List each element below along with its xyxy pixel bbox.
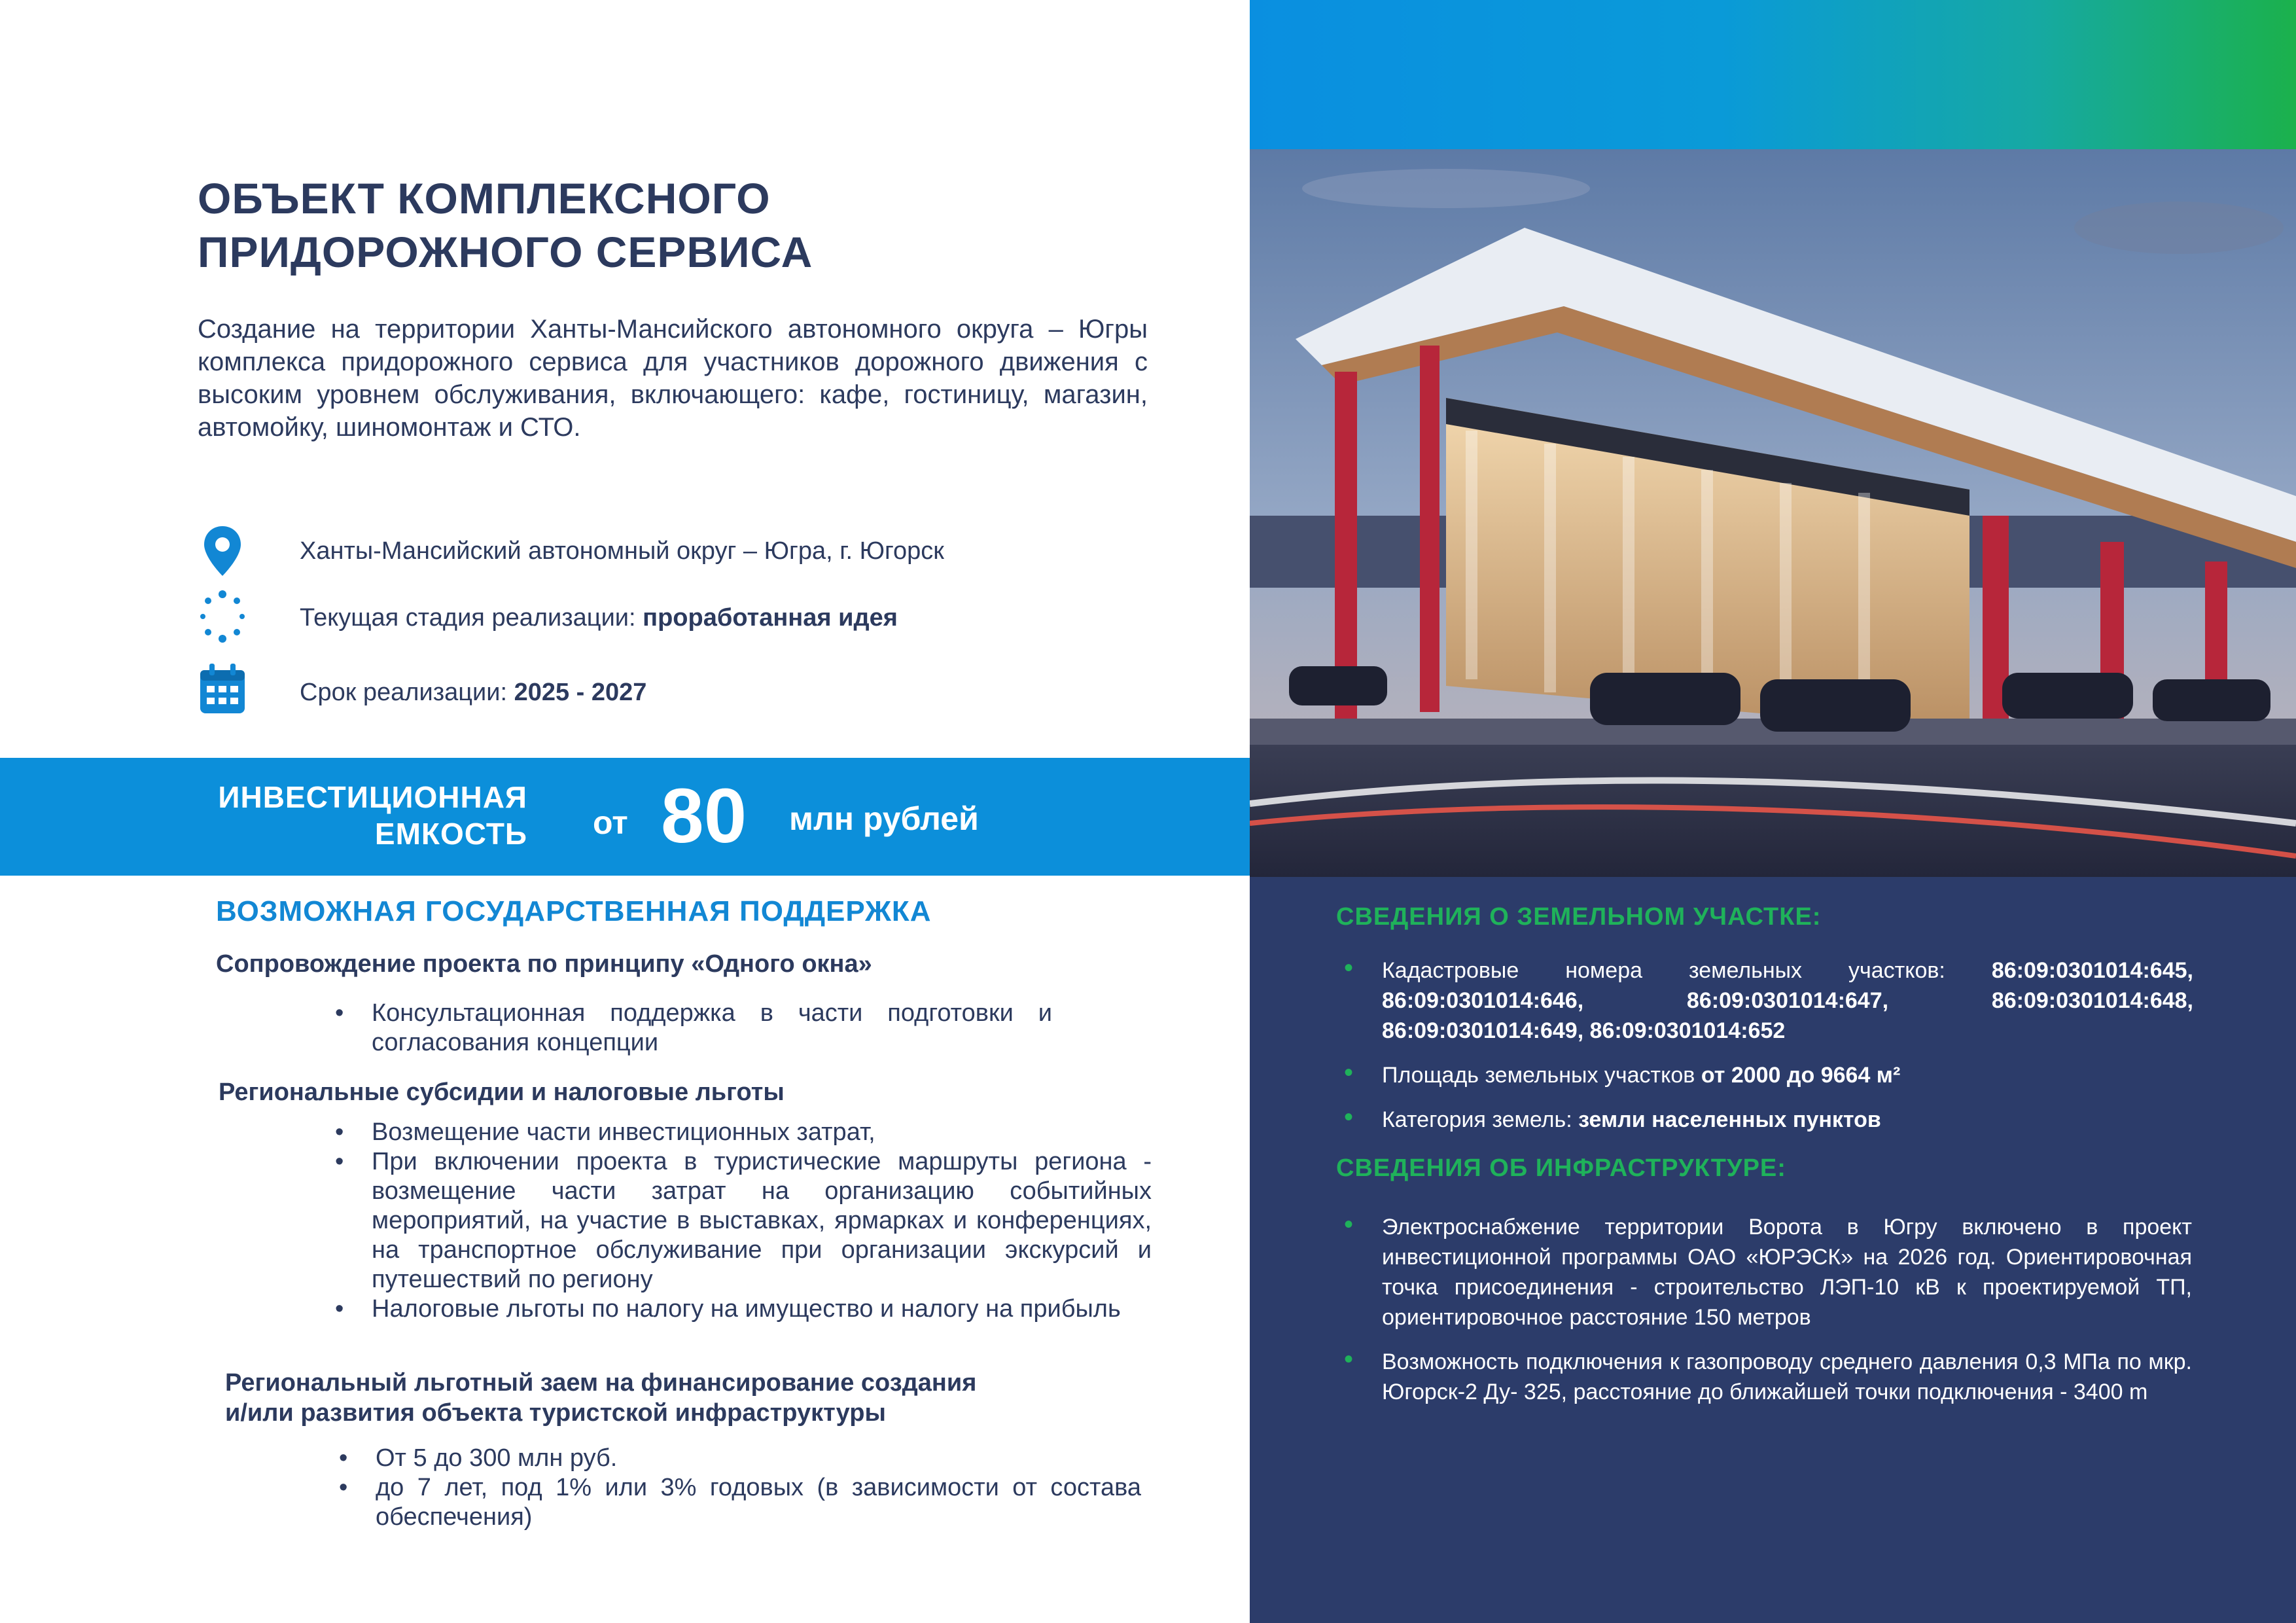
stage-row	[198, 589, 1218, 644]
location-row	[198, 524, 1218, 579]
title-line-1: ОБЪЕКТ КОМПЛЕКСНОГО	[198, 174, 771, 223]
investment-label	[118, 779, 527, 852]
title-line-2: ПРИДОРОЖНОГО СЕРВИСА	[198, 228, 813, 276]
investment-label-line-2: ЕМКОСТЬ	[374, 817, 527, 851]
support-title: ВОЗМОЖНАЯ ГОСУДАРСТВЕННАЯ ПОДДЕРЖКА	[216, 895, 932, 927]
investment-label-line-1: ИНВЕСТИЦИОННАЯ	[218, 780, 527, 814]
roadside-service-photo	[1250, 149, 2296, 877]
land-category	[1336, 1105, 2193, 1135]
investment-from: от	[593, 804, 628, 841]
list-item: • до 7 лет, под 1% или 3% годовых (в зависимости от состава обеспечения)	[336, 1473, 1141, 1532]
land-list	[1336, 955, 2193, 1149]
investment-unit: млн рублей	[789, 800, 979, 837]
progress-dots-icon	[198, 589, 247, 644]
support-section-head-3-line-1: Региональный льготный заем на финансирование создания	[225, 1369, 977, 1397]
support-section-head-2: Региональные субсидии и налоговые льготы	[219, 1079, 785, 1106]
list-item: • От 5 до 300 млн руб.	[336, 1444, 1141, 1473]
term-label: Срок реализации:	[300, 679, 514, 706]
land-title: СВЕДЕНИЯ О ЗЕМЕЛЬНОМ УЧАСТКЕ:	[1336, 903, 1822, 931]
category-label: Категория земель:	[1382, 1107, 1579, 1132]
map-pin-icon	[198, 524, 247, 579]
support-list-1	[332, 999, 1052, 1058]
infrastructure-title: СВЕДЕНИЯ ОБ ИНФРАСТРУКТУРЕ:	[1336, 1154, 1786, 1182]
term-text	[300, 678, 646, 707]
investment-amount: 80	[661, 773, 747, 859]
support-list-3	[336, 1444, 1141, 1532]
page-title	[198, 171, 1179, 279]
infrastructure-item-power: • Электроснабжение территории Ворота в Югру включено в проект инвестиционной программы ОАО «ЮРЭСК» на 2026 год. Ориентировочная точка присоединения - строительство ЛЭП-10 кВ к проектируемой ТП, ориентировочное расстояние 150 метров	[1336, 1212, 2192, 1332]
list-item: • Налоговые льготы по налогу на имущество и налогу на прибыль	[332, 1294, 1152, 1324]
category-value: земли населенных пунктов	[1578, 1107, 1881, 1132]
area-label: Площадь земельных участков	[1382, 1063, 1701, 1088]
top-gradient-banner	[1250, 0, 2296, 149]
list-item: • При включении проекта в туристические маршруты региона - возмещение части затрат на организацию событийных мероприятий, на участие в выставках, ярмарках и конференциях, на транспортное обслуживание при организации экскурсий и путешествий по региону	[332, 1147, 1152, 1294]
infrastructure-item-gas: • Возможность подключения к газопроводу среднего давления 0,3 МПа по мкр. Югорск-2 Ду- 325, расстояние до ближайшей точки подключения - 3400 m	[1336, 1347, 2192, 1407]
infrastructure-list	[1336, 1212, 2192, 1421]
area-value: от 2000 до 9664 м²	[1701, 1063, 1901, 1088]
list-item: • Консультационная поддержка в части подготовки и согласования концепции	[332, 999, 1052, 1058]
cadastre-label: Кадастровые номера земельных участков:	[1382, 958, 1992, 983]
location-text: Ханты-Мансийский автономный округ – Югра, г. Югорск	[300, 537, 944, 565]
stage-value: проработанная идея	[643, 604, 898, 632]
land-area	[1336, 1060, 2193, 1090]
support-section-head-1: Сопровождение проекта по принципу «Одного окна»	[216, 950, 872, 978]
land-cadastre	[1336, 955, 2193, 1046]
support-section-head-3-line-2: и/или развития объекта туристской инфраструктуры	[225, 1399, 886, 1427]
cadastre-value: 86:09:0301014:645, 86:09:0301014:646, 86:09:0301014:647, 86:09:0301014:648, 86:09:0301014:649, 86:09:0301014:652	[1382, 958, 2193, 1043]
calendar-icon	[198, 662, 247, 717]
term-value: 2025 - 2027	[514, 679, 647, 706]
list-item: • Возмещение части инвестиционных затрат,	[332, 1118, 1152, 1147]
support-section-head-3	[225, 1368, 976, 1428]
support-list-2	[332, 1118, 1152, 1324]
term-row	[198, 662, 1218, 717]
intro-paragraph: Создание на территории Ханты-Мансийского автономного округа – Югры комплекса придорожного сервиса для участников дорожного движения с высоким уровнем обслуживания, включающего: кафе, гостиницу, магазин, автомойку, шиномонтаж и СТО.	[198, 315, 1148, 442]
stage-label: Текущая стадия реализации:	[300, 604, 643, 632]
stage-text	[300, 603, 898, 632]
